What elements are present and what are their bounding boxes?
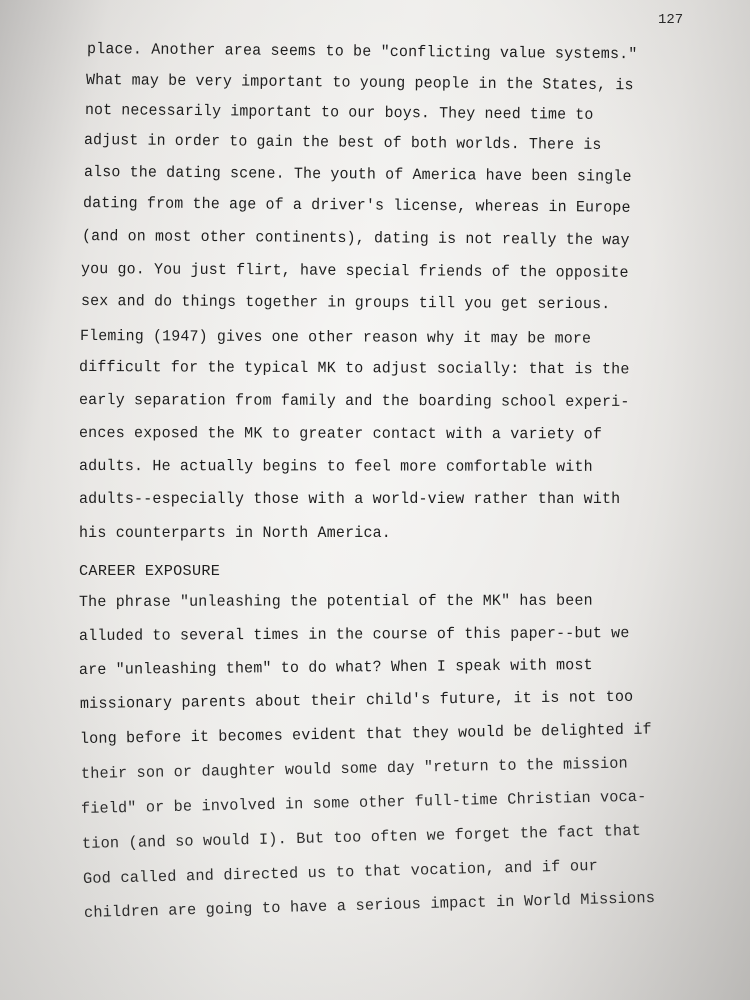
text-line: you go. You just flirt, have special friends of the opposite <box>80 260 629 282</box>
text-line: place. Another area seems to be "conflicting value systems." <box>86 40 638 64</box>
text-line: Fleming (1947) gives one other reason why it may be more <box>79 327 592 348</box>
section-heading: CAREER EXPOSURE <box>79 562 221 580</box>
text-line: alluded to several times in the course of this paper--but we <box>78 624 630 645</box>
text-line: ences exposed the MK to greater contact with a variety of <box>78 424 603 444</box>
text-line: their son or daughter would some day "return to the mission <box>80 754 629 783</box>
text-line: dating from the age of a driver's license, whereas in Europe <box>82 194 631 217</box>
text-line: (and on most other continents), dating is not really the way <box>81 227 630 250</box>
text-line: field" or be involved in some other full-time Christian voca- <box>80 787 647 818</box>
text-line: adults--especially those with a world-view rather than with <box>79 490 621 508</box>
text-line: also the dating scene. The youth of America have been single <box>83 163 632 186</box>
text-line: children are going to have a serious impact in World Missions <box>83 889 656 922</box>
page-number: 127 <box>658 12 684 28</box>
text-line: difficult for the typical MK to adjust socially: that is the <box>78 358 630 379</box>
text-line: his counterparts in North America. <box>79 524 391 542</box>
text-line: sex and do things together in groups till you get serious. <box>80 292 611 314</box>
text-line: God called and directed us to that vocation, and if our <box>82 856 599 888</box>
text-line: missionary parents about their child's future, it is not too <box>79 687 634 713</box>
text-line: long before it becomes evident that they would be delighted if <box>79 720 652 748</box>
text-line: The phrase "unleashing the potential of the MK" has been <box>78 591 593 611</box>
text-line: tion (and so would I). But too often we forget the fact that <box>81 821 642 853</box>
text-line: early separation from family and the boarding school experi- <box>78 391 630 411</box>
text-line: not necessarily important to our boys. They need time to <box>84 101 594 124</box>
text-line: What may be very important to young people in the States, is <box>85 71 634 95</box>
text-line: adjust in order to gain the best of both worlds. There is <box>83 131 602 154</box>
text-line: are "unleashing them" to do what? When I speak with most <box>78 656 593 679</box>
text-line: adults. He actually begins to feel more comfortable with <box>78 457 593 476</box>
